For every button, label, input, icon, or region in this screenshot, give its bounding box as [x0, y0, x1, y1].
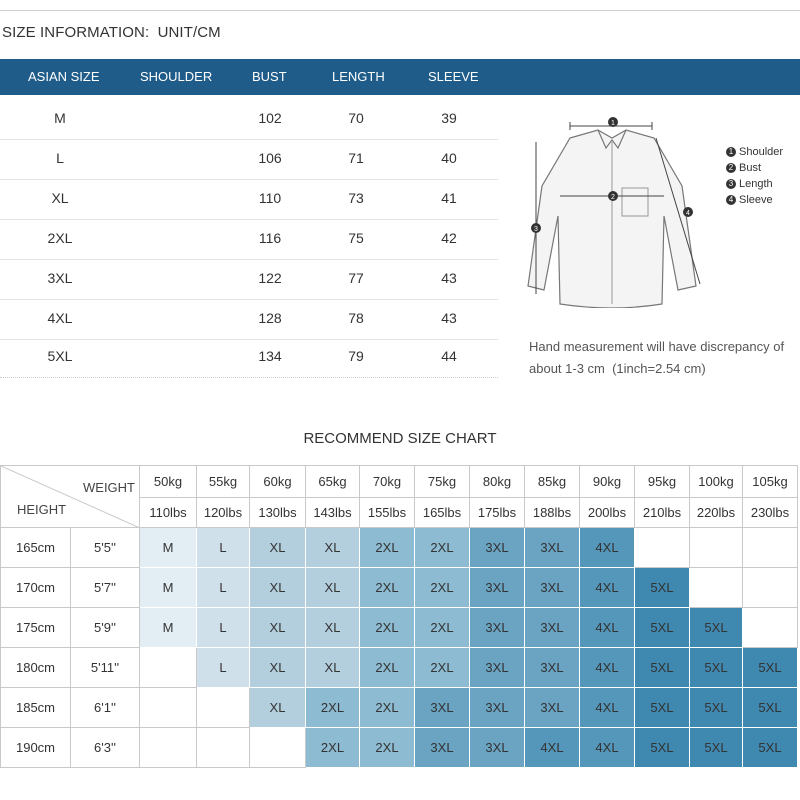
- size-cell-size: XL: [51, 190, 69, 206]
- row-divider: [0, 139, 498, 140]
- shirt-diagram: [520, 108, 710, 308]
- size-recommendation-cell: [690, 568, 743, 608]
- size-info-unit: UNIT/CM: [157, 24, 221, 41]
- header-sleeve: SLEEVE: [428, 69, 479, 84]
- height-row: [1, 568, 798, 608]
- recommend-title: RECOMMEND SIZE CHART: [303, 430, 497, 447]
- size-recommendation-cell: [250, 728, 306, 768]
- weight-label: WEIGHT: [83, 480, 135, 495]
- size-cell-size: 4XL: [47, 310, 73, 326]
- legend-number: 4: [726, 195, 736, 205]
- legend-label: Length: [739, 178, 773, 190]
- height-cm: 180cm: [1, 648, 71, 688]
- size-cell-sleeve: 43: [441, 270, 457, 286]
- size-recommendation-cell: 5XL: [635, 648, 690, 688]
- size-recommendation-cell: 2XL: [360, 688, 415, 728]
- size-recommendation-cell: M: [140, 568, 197, 608]
- note-line-2: about 1-3 cm (1inch=2.54 cm): [529, 361, 706, 376]
- size-recommendation-cell: L: [197, 528, 250, 568]
- weight-kg-header: 85kg: [525, 466, 580, 498]
- height-weight-corner: [1, 466, 140, 528]
- size-recommendation-cell: 2XL: [360, 528, 415, 568]
- size-recommendation-cell: 4XL: [580, 648, 635, 688]
- size-cell-sleeve: 39: [441, 110, 457, 126]
- height-row: [1, 728, 798, 768]
- weight-lbs-header: 130lbs: [250, 498, 306, 528]
- weight-lbs-header: 188lbs: [525, 498, 580, 528]
- size-recommendation-cell: XL: [306, 568, 360, 608]
- weight-kg-header: 80kg: [470, 466, 525, 498]
- svg-text:1: 1: [611, 120, 615, 127]
- height-cm: 185cm: [1, 688, 71, 728]
- size-cell-sleeve: 44: [441, 348, 457, 364]
- weight-lbs-header: 200lbs: [580, 498, 635, 528]
- header-length: LENGTH: [332, 69, 385, 84]
- size-recommendation-cell: 4XL: [580, 528, 635, 568]
- row-divider: [0, 377, 498, 379]
- size-cell-size: L: [56, 150, 64, 166]
- size-cell-size: 3XL: [47, 270, 73, 286]
- size-cell-length: 78: [348, 310, 364, 326]
- size-recommendation-cell: 3XL: [470, 528, 525, 568]
- legend-item: [726, 160, 783, 176]
- legend-item: [726, 176, 783, 192]
- height-row: [1, 688, 798, 728]
- weight-lbs-header: 220lbs: [690, 498, 743, 528]
- size-recommendation-cell: 3XL: [470, 688, 525, 728]
- size-cell-bust: 110: [258, 190, 282, 206]
- weight-kg-header: 95kg: [635, 466, 690, 498]
- height-ft: 6'3'': [71, 728, 140, 768]
- size-recommendation-cell: XL: [250, 648, 306, 688]
- size-cell-sleeve: 42: [441, 230, 457, 246]
- size-cell-size: 5XL: [47, 348, 73, 364]
- legend-label: Sleeve: [739, 194, 773, 206]
- size-recommendation-cell: 5XL: [635, 608, 690, 648]
- weight-kg-header: 65kg: [306, 466, 360, 498]
- size-cell-length: 79: [348, 348, 364, 364]
- weight-kg-header: 60kg: [250, 466, 306, 498]
- height-ft: 5'9'': [71, 608, 140, 648]
- size-cell-size: M: [54, 110, 66, 126]
- weight-lbs-header: 110lbs: [140, 498, 197, 528]
- height-cm: 175cm: [1, 608, 71, 648]
- size-recommendation-cell: [140, 648, 197, 688]
- size-recommendation-cell: 5XL: [743, 648, 798, 688]
- size-recommendation-cell: [743, 568, 798, 608]
- size-recommendation-cell: 2XL: [360, 568, 415, 608]
- size-recommendation-cell: [743, 528, 798, 568]
- row-divider: [0, 179, 498, 180]
- size-recommendation-cell: 4XL: [525, 728, 580, 768]
- weight-lbs-header: 210lbs: [635, 498, 690, 528]
- title-colon: :: [145, 24, 150, 41]
- size-recommendation-cell: 2XL: [415, 648, 470, 688]
- size-recommendation-cell: 3XL: [525, 608, 580, 648]
- size-recommendation-cell: 2XL: [360, 648, 415, 688]
- size-cell-length: 70: [348, 110, 364, 126]
- size-cell-length: 71: [348, 150, 364, 166]
- size-recommendation-cell: 3XL: [470, 568, 525, 608]
- size-recommendation-cell: M: [140, 608, 197, 648]
- weight-lbs-header: 165lbs: [415, 498, 470, 528]
- size-recommendation-cell: 5XL: [635, 728, 690, 768]
- size-recommendation-cell: XL: [306, 528, 360, 568]
- size-cell-length: 75: [348, 230, 364, 246]
- size-cell-size: 2XL: [47, 230, 73, 246]
- size-recommendation-cell: 3XL: [525, 528, 580, 568]
- svg-text:4: 4: [686, 210, 690, 217]
- note-line-1: Hand measurement will have discrepancy of: [529, 339, 785, 354]
- legend-number: 3: [726, 179, 736, 189]
- size-recommendation-cell: L: [197, 648, 250, 688]
- weight-kg-header: 75kg: [415, 466, 470, 498]
- weight-lbs-header: 230lbs: [743, 498, 798, 528]
- weight-lbs-header: 175lbs: [470, 498, 525, 528]
- height-ft: 6'1'': [71, 688, 140, 728]
- measurement-legend: [726, 144, 783, 208]
- weight-lbs-header: 143lbs: [306, 498, 360, 528]
- size-recommendation-cell: 3XL: [525, 648, 580, 688]
- size-cell-length: 73: [348, 190, 364, 206]
- size-cell-sleeve: 41: [441, 190, 457, 206]
- height-ft: 5'7'': [71, 568, 140, 608]
- size-recommendation-cell: 4XL: [580, 688, 635, 728]
- legend-number: 1: [726, 147, 736, 157]
- size-cell-bust: 106: [258, 150, 282, 166]
- svg-text:2: 2: [611, 194, 615, 201]
- legend-label: Shoulder: [739, 146, 784, 158]
- height-ft: 5'5'': [71, 528, 140, 568]
- size-recommendation-cell: L: [197, 568, 250, 608]
- size-recommendation-cell: 3XL: [470, 728, 525, 768]
- size-cell-bust: 128: [258, 310, 282, 326]
- row-divider: [0, 219, 498, 220]
- size-recommendation-cell: 4XL: [580, 608, 635, 648]
- size-recommendation-cell: 3XL: [525, 568, 580, 608]
- size-recommendation-cell: XL: [306, 608, 360, 648]
- size-recommendation-cell: [140, 688, 197, 728]
- size-recommendation-cell: 5XL: [690, 648, 743, 688]
- legend-item: [726, 192, 783, 208]
- size-cell-bust: 122: [258, 270, 282, 286]
- size-recommendation-cell: 5XL: [635, 568, 690, 608]
- size-recommendation-cell: 5XL: [743, 728, 798, 768]
- size-table-body: [0, 0, 500, 400]
- height-row: [1, 528, 798, 568]
- size-recommendation-cell: 5XL: [690, 688, 743, 728]
- height-label: HEIGHT: [17, 502, 67, 517]
- weight-kg-header: 105kg: [743, 466, 798, 498]
- size-recommendation-cell: XL: [250, 608, 306, 648]
- size-recommendation-cell: XL: [250, 528, 306, 568]
- size-recommendation-cell: 3XL: [470, 648, 525, 688]
- size-recommendation-cell: [197, 688, 250, 728]
- size-recommendation-cell: 5XL: [743, 688, 798, 728]
- size-recommendation-cell: 5XL: [635, 688, 690, 728]
- legend-number: 2: [726, 163, 736, 173]
- size-cell-bust: 116: [258, 230, 282, 246]
- legend-label: Bust: [739, 162, 762, 174]
- height-row: [1, 648, 798, 688]
- size-recommendation-cell: 3XL: [415, 688, 470, 728]
- size-recommendation-cell: 2XL: [306, 728, 360, 768]
- size-cell-length: 77: [348, 270, 364, 286]
- size-recommendation-cell: 3XL: [525, 688, 580, 728]
- height-cm: 165cm: [1, 528, 71, 568]
- size-recommendation-cell: [690, 528, 743, 568]
- corner-diagonal: [1, 466, 140, 528]
- weight-lbs-header: 155lbs: [360, 498, 415, 528]
- size-recommendation-cell: XL: [306, 648, 360, 688]
- weight-kg-header: 55kg: [197, 466, 250, 498]
- svg-text:3: 3: [534, 226, 538, 233]
- size-recommendation-cell: 5XL: [690, 728, 743, 768]
- size-recommendation-cell: 3XL: [415, 728, 470, 768]
- height-ft: 5'11'': [71, 648, 140, 688]
- size-recommendation-cell: [635, 528, 690, 568]
- size-cell-bust: 134: [258, 348, 282, 364]
- height-row: [1, 608, 798, 648]
- size-recommendation-cell: 2XL: [360, 608, 415, 648]
- size-cell-sleeve: 43: [441, 310, 457, 326]
- row-divider: [0, 299, 498, 300]
- size-recommendation-cell: 2XL: [306, 688, 360, 728]
- size-recommendation-cell: [197, 728, 250, 768]
- size-recommendation-cell: 2XL: [360, 728, 415, 768]
- measurement-note: [529, 336, 799, 380]
- size-recommendation-cell: 2XL: [415, 568, 470, 608]
- row-divider: [0, 259, 498, 260]
- size-recommendation-cell: [743, 608, 798, 648]
- size-recommendation-cell: 4XL: [580, 568, 635, 608]
- size-recommendation-cell: 4XL: [580, 728, 635, 768]
- header-asian-size: ASIAN SIZE: [28, 69, 100, 84]
- size-recommendation-cell: 3XL: [470, 608, 525, 648]
- legend-item: [726, 144, 783, 160]
- size-recommendation-cell: 2XL: [415, 528, 470, 568]
- weight-lbs-header: 120lbs: [197, 498, 250, 528]
- size-recommendation-cell: [140, 728, 197, 768]
- size-cell-bust: 102: [258, 110, 282, 126]
- height-cm: 190cm: [1, 728, 71, 768]
- weight-kg-header: 90kg: [580, 466, 635, 498]
- weight-kg-header: 100kg: [690, 466, 743, 498]
- weight-kg-header: 50kg: [140, 466, 197, 498]
- size-recommendation-cell: 2XL: [415, 608, 470, 648]
- size-recommendation-cell: 5XL: [690, 608, 743, 648]
- size-recommendation-cell: M: [140, 528, 197, 568]
- size-cell-sleeve: 40: [441, 150, 457, 166]
- size-info-title-text: SIZE INFORMATION: [2, 24, 145, 41]
- row-divider: [0, 339, 498, 340]
- size-recommendation-cell: L: [197, 608, 250, 648]
- weight-kg-header: 70kg: [360, 466, 415, 498]
- height-cm: 170cm: [1, 568, 71, 608]
- header-shoulder: SHOULDER: [140, 69, 213, 84]
- size-recommendation-cell: XL: [250, 688, 306, 728]
- size-recommendation-cell: XL: [250, 568, 306, 608]
- recommend-size-table: [0, 465, 798, 768]
- header-bust: BUST: [252, 69, 287, 84]
